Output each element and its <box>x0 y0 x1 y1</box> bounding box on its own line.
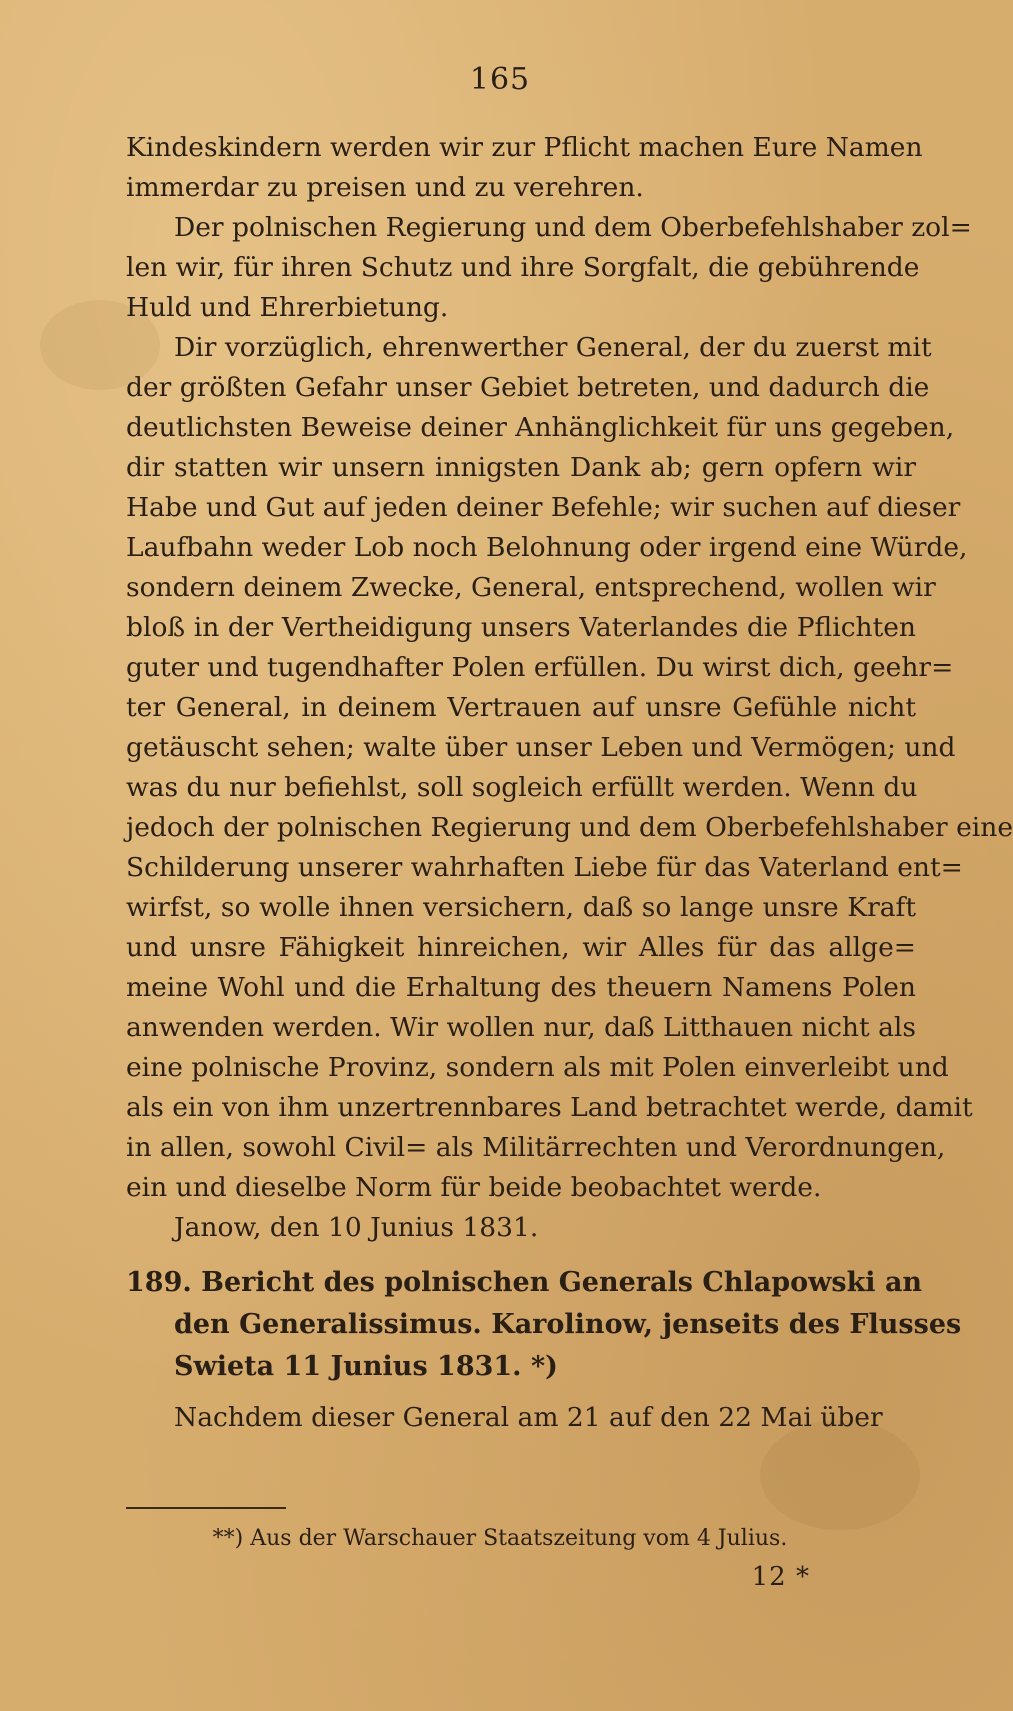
text-line-content: jedoch der polnischen Regierung und dem Oberbefehlshaber eine <box>126 812 1013 843</box>
text-line-content: anwenden werden. Wir wollen nur, daß Litthauen nicht als <box>126 1012 916 1043</box>
text-line <box>126 1128 946 1168</box>
heading-line <box>126 1346 916 1388</box>
text-line-content: guter und tugendhafter Polen erfüllen. Du wirst dich, geehr= <box>126 652 954 683</box>
text-line-content: in allen, sowohl Civil= als Militärrechten und Verordnungen, <box>126 1132 946 1163</box>
footnote-rule <box>126 1507 286 1509</box>
text-line-content: Huld und Ehrerbietung. <box>126 292 449 323</box>
heading-line <box>126 1262 923 1304</box>
heading-line-content: Swieta 11 Junius 1831. *) <box>174 1351 558 1382</box>
text-line <box>126 368 930 408</box>
body-text <box>126 128 1013 1248</box>
signature-mark: 12 * <box>751 1562 810 1592</box>
text-line <box>126 208 972 248</box>
text-line-content: Nachdem dieser General am 21 auf den 22 Mai über <box>174 1402 883 1433</box>
text-line <box>126 1048 949 1088</box>
text-line <box>126 568 936 608</box>
text-line-content: meine Wohl und die Erhaltung des theuern Namens Polen <box>126 972 916 1003</box>
text-line <box>126 528 968 568</box>
text-line-content: ter General, in deinem Vertrauen auf unsre Gefühle nicht <box>126 692 916 723</box>
text-line-content: Laufbahn weder Lob noch Belohnung oder irgend eine Würde, <box>126 532 968 563</box>
text-line <box>126 648 954 688</box>
text-line-content: was du nur befiehlst, soll sogleich erfüllt werden. Wenn du <box>126 772 918 803</box>
section-first-line <box>126 1398 916 1438</box>
heading-line-content: 189. Bericht des polnischen Generals Chlapowski an <box>126 1267 923 1298</box>
text-line-content: immerdar zu preisen und zu verehren. <box>126 172 644 203</box>
text-line <box>126 1168 916 1208</box>
text-line-content: len wir, für ihren Schutz und ihre Sorgfalt, die gebührende <box>126 252 920 283</box>
text-line-content: der größten Gefahr unser Gebiet betreten, und dadurch die <box>126 372 930 403</box>
text-line-content: Der polnischen Regierung und dem Oberbefehlshaber zol= <box>174 212 972 243</box>
text-line-content: eine polnische Provinz, sondern als mit Polen einverleibt und <box>126 1052 949 1083</box>
text-line <box>126 1398 916 1438</box>
text-line <box>126 808 1013 848</box>
footnote: **) Aus der Warschauer Staatszeitung vom 4 Julius. <box>212 1526 788 1551</box>
text-line <box>126 288 916 328</box>
text-line-content: als ein von ihm unzertrennbares Land betrachtet werde, damit <box>126 1092 973 1123</box>
text-line-content: Janow, den 10 Junius 1831. <box>174 1212 539 1243</box>
heading-line <box>126 1304 962 1346</box>
text-line <box>126 888 916 928</box>
text-line <box>126 248 920 288</box>
text-line <box>126 448 916 488</box>
section-heading <box>126 1262 962 1388</box>
page-number: 165 <box>469 62 531 97</box>
text-line <box>126 968 916 1008</box>
text-line-content: Habe und Gut auf jeden deiner Befehle; wir suchen auf dieser <box>126 492 961 523</box>
text-line-content: Schilderung unserer wahrhaften Liebe für das Vaterland ent= <box>126 852 963 883</box>
text-line <box>126 768 916 808</box>
text-line <box>126 1008 916 1048</box>
text-line <box>126 488 961 528</box>
text-line <box>126 168 916 208</box>
text-line-content: sondern deinem Zwecke, General, entsprechend, wollen wir <box>126 572 936 603</box>
text-line <box>126 128 923 168</box>
text-line <box>126 608 916 648</box>
text-line <box>126 928 916 968</box>
text-line <box>126 728 956 768</box>
text-line-content: Kindeskindern werden wir zur Pflicht machen Eure Namen <box>126 132 923 163</box>
text-line <box>126 328 932 368</box>
text-line-content: und unsre Fähigkeit hinreichen, wir Alles für das allge= <box>126 932 916 963</box>
text-line-content: bloß in der Vertheidigung unsers Vaterlandes die Pflichten <box>126 612 916 643</box>
text-line <box>126 1088 973 1128</box>
text-line <box>126 408 955 448</box>
text-line-content: getäuscht sehen; walte über unser Leben und Vermögen; und <box>126 732 956 763</box>
text-line-content: Dir vorzüglich, ehrenwerther General, der du zuerst mit <box>174 332 932 363</box>
text-line <box>126 1208 916 1248</box>
heading-line-content: den Generalissimus. Karolinow, jenseits des Flusses <box>174 1309 962 1340</box>
text-line-content: ein und dieselbe Norm für beide beobachtet werde. <box>126 1172 822 1203</box>
text-line-content: wirfst, so wolle ihnen versichern, daß so lange unsre Kraft <box>126 892 916 923</box>
text-line <box>126 688 916 728</box>
text-line-content: dir statten wir unsern innigsten Dank ab; gern opfern wir <box>126 452 916 483</box>
text-line <box>126 848 963 888</box>
text-line-content: deutlichsten Beweise deiner Anhänglichkeit für uns gegeben, <box>126 412 955 443</box>
